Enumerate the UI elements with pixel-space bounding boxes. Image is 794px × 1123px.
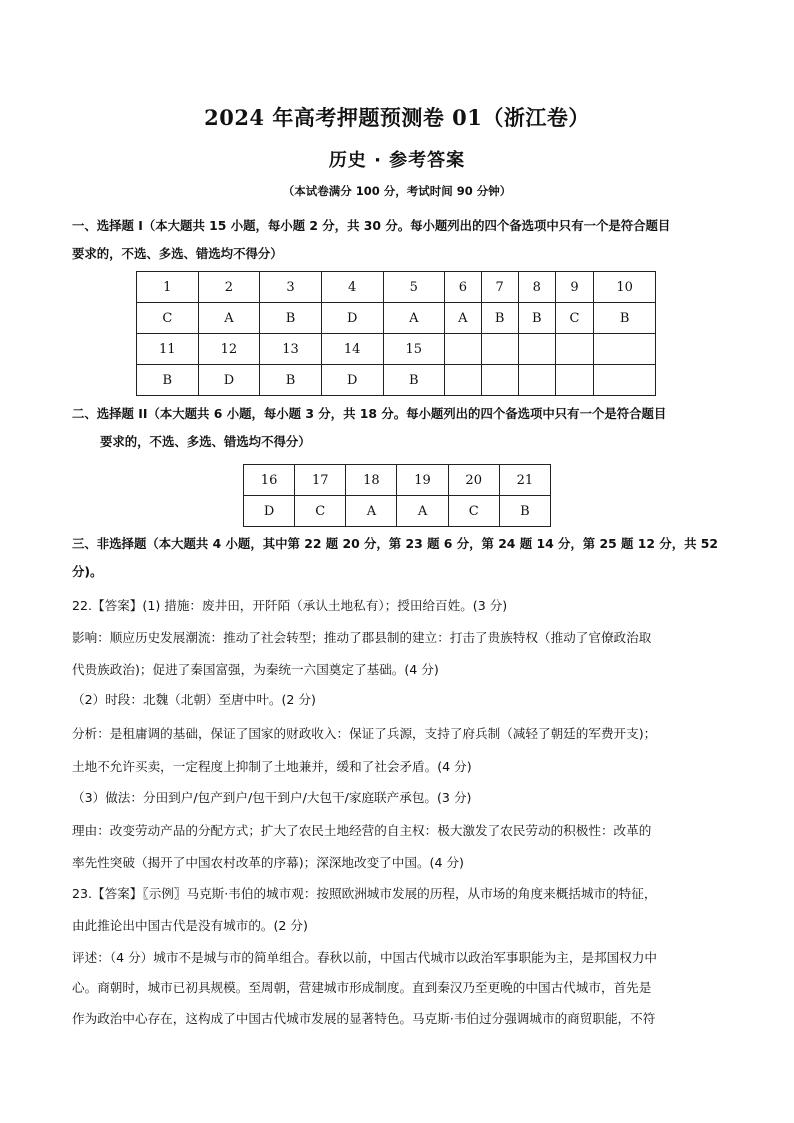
- table-cell: [594, 334, 656, 365]
- table-cell: 13: [260, 334, 322, 365]
- table-cell: C: [295, 496, 346, 527]
- table-cell: 19: [397, 465, 448, 496]
- page-title: 2024 年高考押题预测卷 01（浙江卷）: [204, 105, 590, 130]
- table-cell: 8: [518, 272, 555, 303]
- table-row: [244, 496, 551, 527]
- table-cell: [481, 365, 518, 396]
- section1-heading-line2: 要求的，不选、多选、错选均不得分）: [72, 246, 283, 261]
- body-line: 理由：改变劳动产品的分配方式；扩大了农民土地经营的自主权：极大激发了农民劳动的积极性：改革的: [72, 823, 652, 838]
- section1-heading: [72, 212, 722, 268]
- table-cell: A: [445, 303, 481, 334]
- table-cell: 15: [383, 334, 445, 365]
- table-cell: B: [594, 303, 656, 334]
- table-cell: [594, 365, 656, 396]
- section2-heading: [72, 400, 722, 456]
- table-cell: B: [481, 303, 518, 334]
- exam-note: （本试卷满分 100 分，考试时间 90 分钟）: [282, 184, 512, 198]
- table-cell: [481, 334, 518, 365]
- table-cell: [445, 334, 481, 365]
- body-line: 率先性突破（揭开了中国农村改革的序幕)；深深地改变了中国。(4 分): [72, 855, 464, 870]
- table-cell: D: [244, 496, 295, 527]
- body-line: （3）做法：分田到户/包产到户/包干到户/大包干/家庭联产承包。(3 分): [72, 790, 472, 805]
- table-cell: B: [260, 303, 322, 334]
- table-cell: 1: [137, 272, 199, 303]
- body-line: 由此推论出中国古代是没有城市的。(2 分): [72, 918, 308, 933]
- table-cell: C: [448, 496, 499, 527]
- table-cell: A: [346, 496, 397, 527]
- table-cell: 17: [295, 465, 346, 496]
- table-cell: [445, 365, 481, 396]
- table-cell: [555, 334, 593, 365]
- section1-heading-line1: 一、选择题 I（本大题共 15 小题，每小题 2 分，共 30 分。每小题列出的四个备选项中只有一个是符合题目: [72, 218, 671, 233]
- body-line: 心。商朝时，城市已初具规模。至周朝，营建城市形成制度。直到秦汉乃至更晚的中国古代城市，首先是: [72, 980, 652, 995]
- table-row: [137, 272, 656, 303]
- body-line: （2）时段：北魏（北朝）至唐中叶。(2 分): [72, 692, 316, 707]
- table-cell: 20: [448, 465, 499, 496]
- table-cell: 18: [346, 465, 397, 496]
- table-cell: B: [137, 365, 199, 396]
- table-cell: C: [555, 303, 593, 334]
- table-cell: 14: [321, 334, 383, 365]
- body-line: 作为政治中心存在，这构成了中国古代城市发展的显著特色。马克斯·韦伯过分强调城市的商贸职能，不符: [72, 1011, 656, 1026]
- table-cell: 2: [198, 272, 260, 303]
- section3-heading-line1: 三、非选择题（本大题共 4 小题，其中第 22 题 20 分，第 23 题 6 分，第 24 题 14 分，第 25 题 12 分，共 52: [72, 536, 719, 551]
- table-cell: D: [321, 365, 383, 396]
- answer-table-1: [136, 271, 656, 396]
- body-line: 影响：顺应历史发展潮流：推动了社会转型；推动了郡县制的建立：打击了贵族特权（推动了官僚政治取: [72, 630, 652, 645]
- table-cell: [518, 365, 555, 396]
- table-cell: 5: [383, 272, 445, 303]
- body-line: 土地不允许买卖，一定程度上抑制了土地兼并，缓和了社会矛盾。(4 分): [72, 759, 472, 774]
- table-cell: 12: [198, 334, 260, 365]
- table-cell: A: [383, 303, 445, 334]
- section3-heading: [72, 530, 722, 586]
- table-cell: D: [198, 365, 260, 396]
- body-line: 分析：是租庸调的基础，保证了国家的财政收入：保证了兵源，支持了府兵制（减轻了朝廷的军费开支)；: [72, 726, 657, 741]
- table-cell: B: [383, 365, 445, 396]
- table-cell: [518, 334, 555, 365]
- body-line: 23.【答案】〖示例〗马克斯·韦伯的城市观：按照欧洲城市发展的历程，从市场的角度来概括城市的特征，: [72, 886, 657, 901]
- page-subtitle: 历史 · 参考答案: [328, 150, 466, 171]
- table-cell: 4: [321, 272, 383, 303]
- table-cell: B: [518, 303, 555, 334]
- body-line: 评述：（4 分）城市不是城与市的简单组合。春秋以前，中国古代城市以政治军事职能为主，是邦国权力中: [72, 950, 658, 965]
- table-cell: C: [137, 303, 199, 334]
- table-cell: B: [260, 365, 322, 396]
- section2-heading-line2: 要求的，不选、多选、错选均不得分）: [100, 434, 311, 449]
- body-line: 代贵族政治)；促进了秦国富强，为秦统一六国奠定了基础。(4 分): [72, 662, 439, 677]
- table-cell: B: [499, 496, 550, 527]
- table-cell: D: [321, 303, 383, 334]
- section2-heading-line1: 二、选择题 II（本大题共 6 小题，每小题 3 分，共 18 分。每小题列出的四个备选项中只有一个是符合题目: [72, 406, 667, 421]
- table-cell: 16: [244, 465, 295, 496]
- table-cell: 9: [555, 272, 593, 303]
- answer-table-2: [243, 464, 551, 527]
- table-cell: 10: [594, 272, 656, 303]
- table-cell: [555, 365, 593, 396]
- table-row: [137, 334, 656, 365]
- table-cell: 7: [481, 272, 518, 303]
- section3-heading-line2: 分)。: [72, 564, 103, 579]
- table-cell: 11: [137, 334, 199, 365]
- body-line: 22.【答案】(1) 措施：废井田，开阡陌（承认土地私有）；授田给百姓。(3 分): [72, 598, 508, 613]
- table-cell: 21: [499, 465, 550, 496]
- table-cell: 3: [260, 272, 322, 303]
- table-cell: 6: [445, 272, 481, 303]
- table-cell: A: [198, 303, 260, 334]
- table-row: [244, 465, 551, 496]
- table-row: [137, 303, 656, 334]
- table-cell: A: [397, 496, 448, 527]
- table-row: [137, 365, 656, 396]
